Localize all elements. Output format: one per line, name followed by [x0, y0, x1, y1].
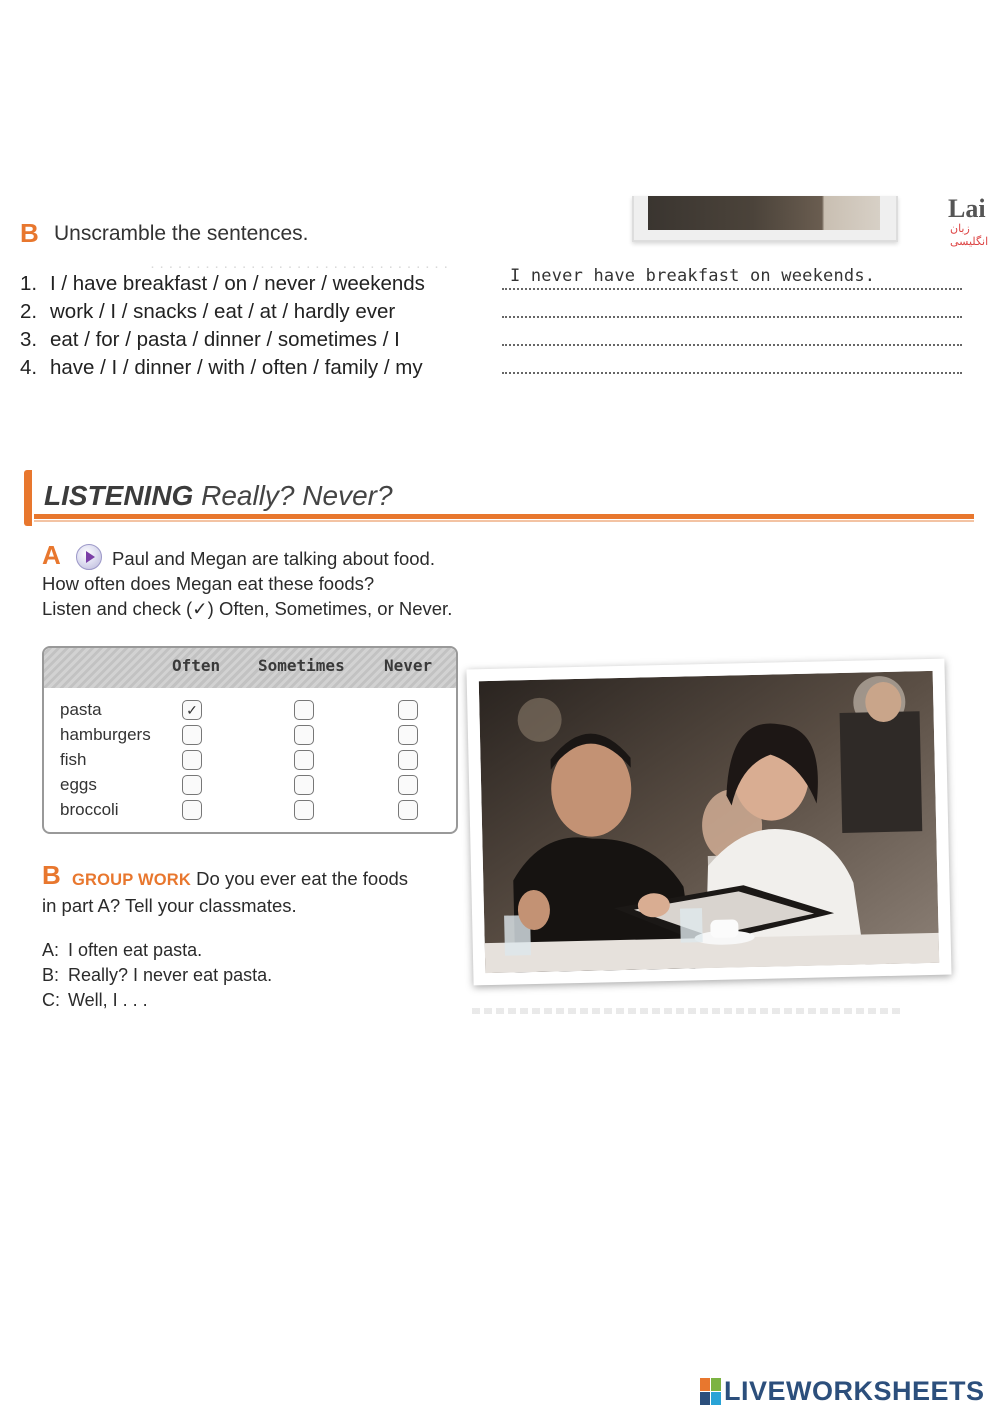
dialog-line: B: Really? I never eat pasta.: [42, 965, 273, 985]
part-a-instructions: Paul and Megan are talking about food. How often does Megan eat these foods? Listen and check (✓) Often, Sometimes, or Never.: [42, 548, 453, 619]
group-work-instructions: GROUP WORK Do you ever eat the foods in part A? Tell your classmates.: [42, 868, 409, 916]
unscramble-list: [20, 272, 490, 384]
unscramble-item: 1. I / have breakfast / on / never / weekends: [20, 272, 425, 295]
checkbox-never[interactable]: [398, 700, 418, 720]
checkbox-sometimes[interactable]: [294, 725, 314, 745]
faded-small-text: زبان انگلیسی: [950, 223, 989, 248]
table-row: eggs: [44, 773, 456, 798]
answer-field-1[interactable]: I never have breakfast on weekends.: [502, 264, 962, 290]
checkbox-never[interactable]: [398, 725, 418, 745]
header-sometimes: Sometimes: [258, 656, 345, 675]
dialog-line: A: I often eat pasta.: [42, 940, 203, 960]
logo-text: LIVEWORKSHEETS: [724, 1375, 985, 1406]
checkbox-sometimes[interactable]: [294, 800, 314, 820]
section-letter-a: A: [42, 540, 61, 570]
liveworksheets-logo: [700, 1376, 985, 1406]
listening-banner: [24, 470, 974, 526]
section-b-instruction: Unscramble the sentences.: [54, 222, 309, 245]
checkbox-often[interactable]: [182, 775, 202, 795]
frequency-table: [42, 646, 458, 834]
logo-mark-icon: [700, 1378, 720, 1404]
checkbox-often[interactable]: [182, 750, 202, 770]
answer-field-3[interactable]: [502, 320, 962, 346]
faded-line: [472, 1008, 902, 1014]
table-row: hamburgers: [44, 723, 456, 748]
section-letter-b2: B: [42, 860, 61, 890]
checkbox-often[interactable]: [182, 725, 202, 745]
answer-field-2[interactable]: [502, 292, 962, 318]
checkbox-often[interactable]: ✓: [182, 700, 202, 720]
table-row: broccoli: [44, 798, 456, 823]
top-photo-fragment: [632, 196, 898, 242]
unscramble-item: 2. work / I / snacks / eat / at / hardly ever: [20, 300, 396, 323]
header-never: Never: [384, 656, 433, 675]
listening-title: LISTENING Really? Never?: [44, 480, 393, 511]
table-header: [44, 648, 456, 688]
header-often: Often: [172, 656, 221, 675]
checkbox-never[interactable]: [398, 775, 418, 795]
answer-field-4[interactable]: [502, 348, 962, 374]
checkbox-never[interactable]: [398, 800, 418, 820]
faded-heading-fragment: Lai: [948, 194, 986, 223]
unscramble-item: 4. have / I / dinner / with / often / family / my: [20, 356, 423, 379]
checkbox-often[interactable]: [182, 800, 202, 820]
dialog-line: C: Well, I . . .: [42, 990, 148, 1010]
unscramble-item: 3. eat / for / pasta / dinner / sometimes / I: [20, 328, 400, 351]
section-letter-b: B: [20, 218, 39, 248]
restaurant-photo: [466, 659, 951, 986]
checkbox-never[interactable]: [398, 750, 418, 770]
checkbox-sometimes[interactable]: [294, 775, 314, 795]
checkbox-sometimes[interactable]: [294, 700, 314, 720]
checkbox-sometimes[interactable]: [294, 750, 314, 770]
table-row: pasta ✓: [44, 698, 456, 723]
table-row: fish: [44, 748, 456, 773]
example-dialog: [42, 938, 272, 1013]
